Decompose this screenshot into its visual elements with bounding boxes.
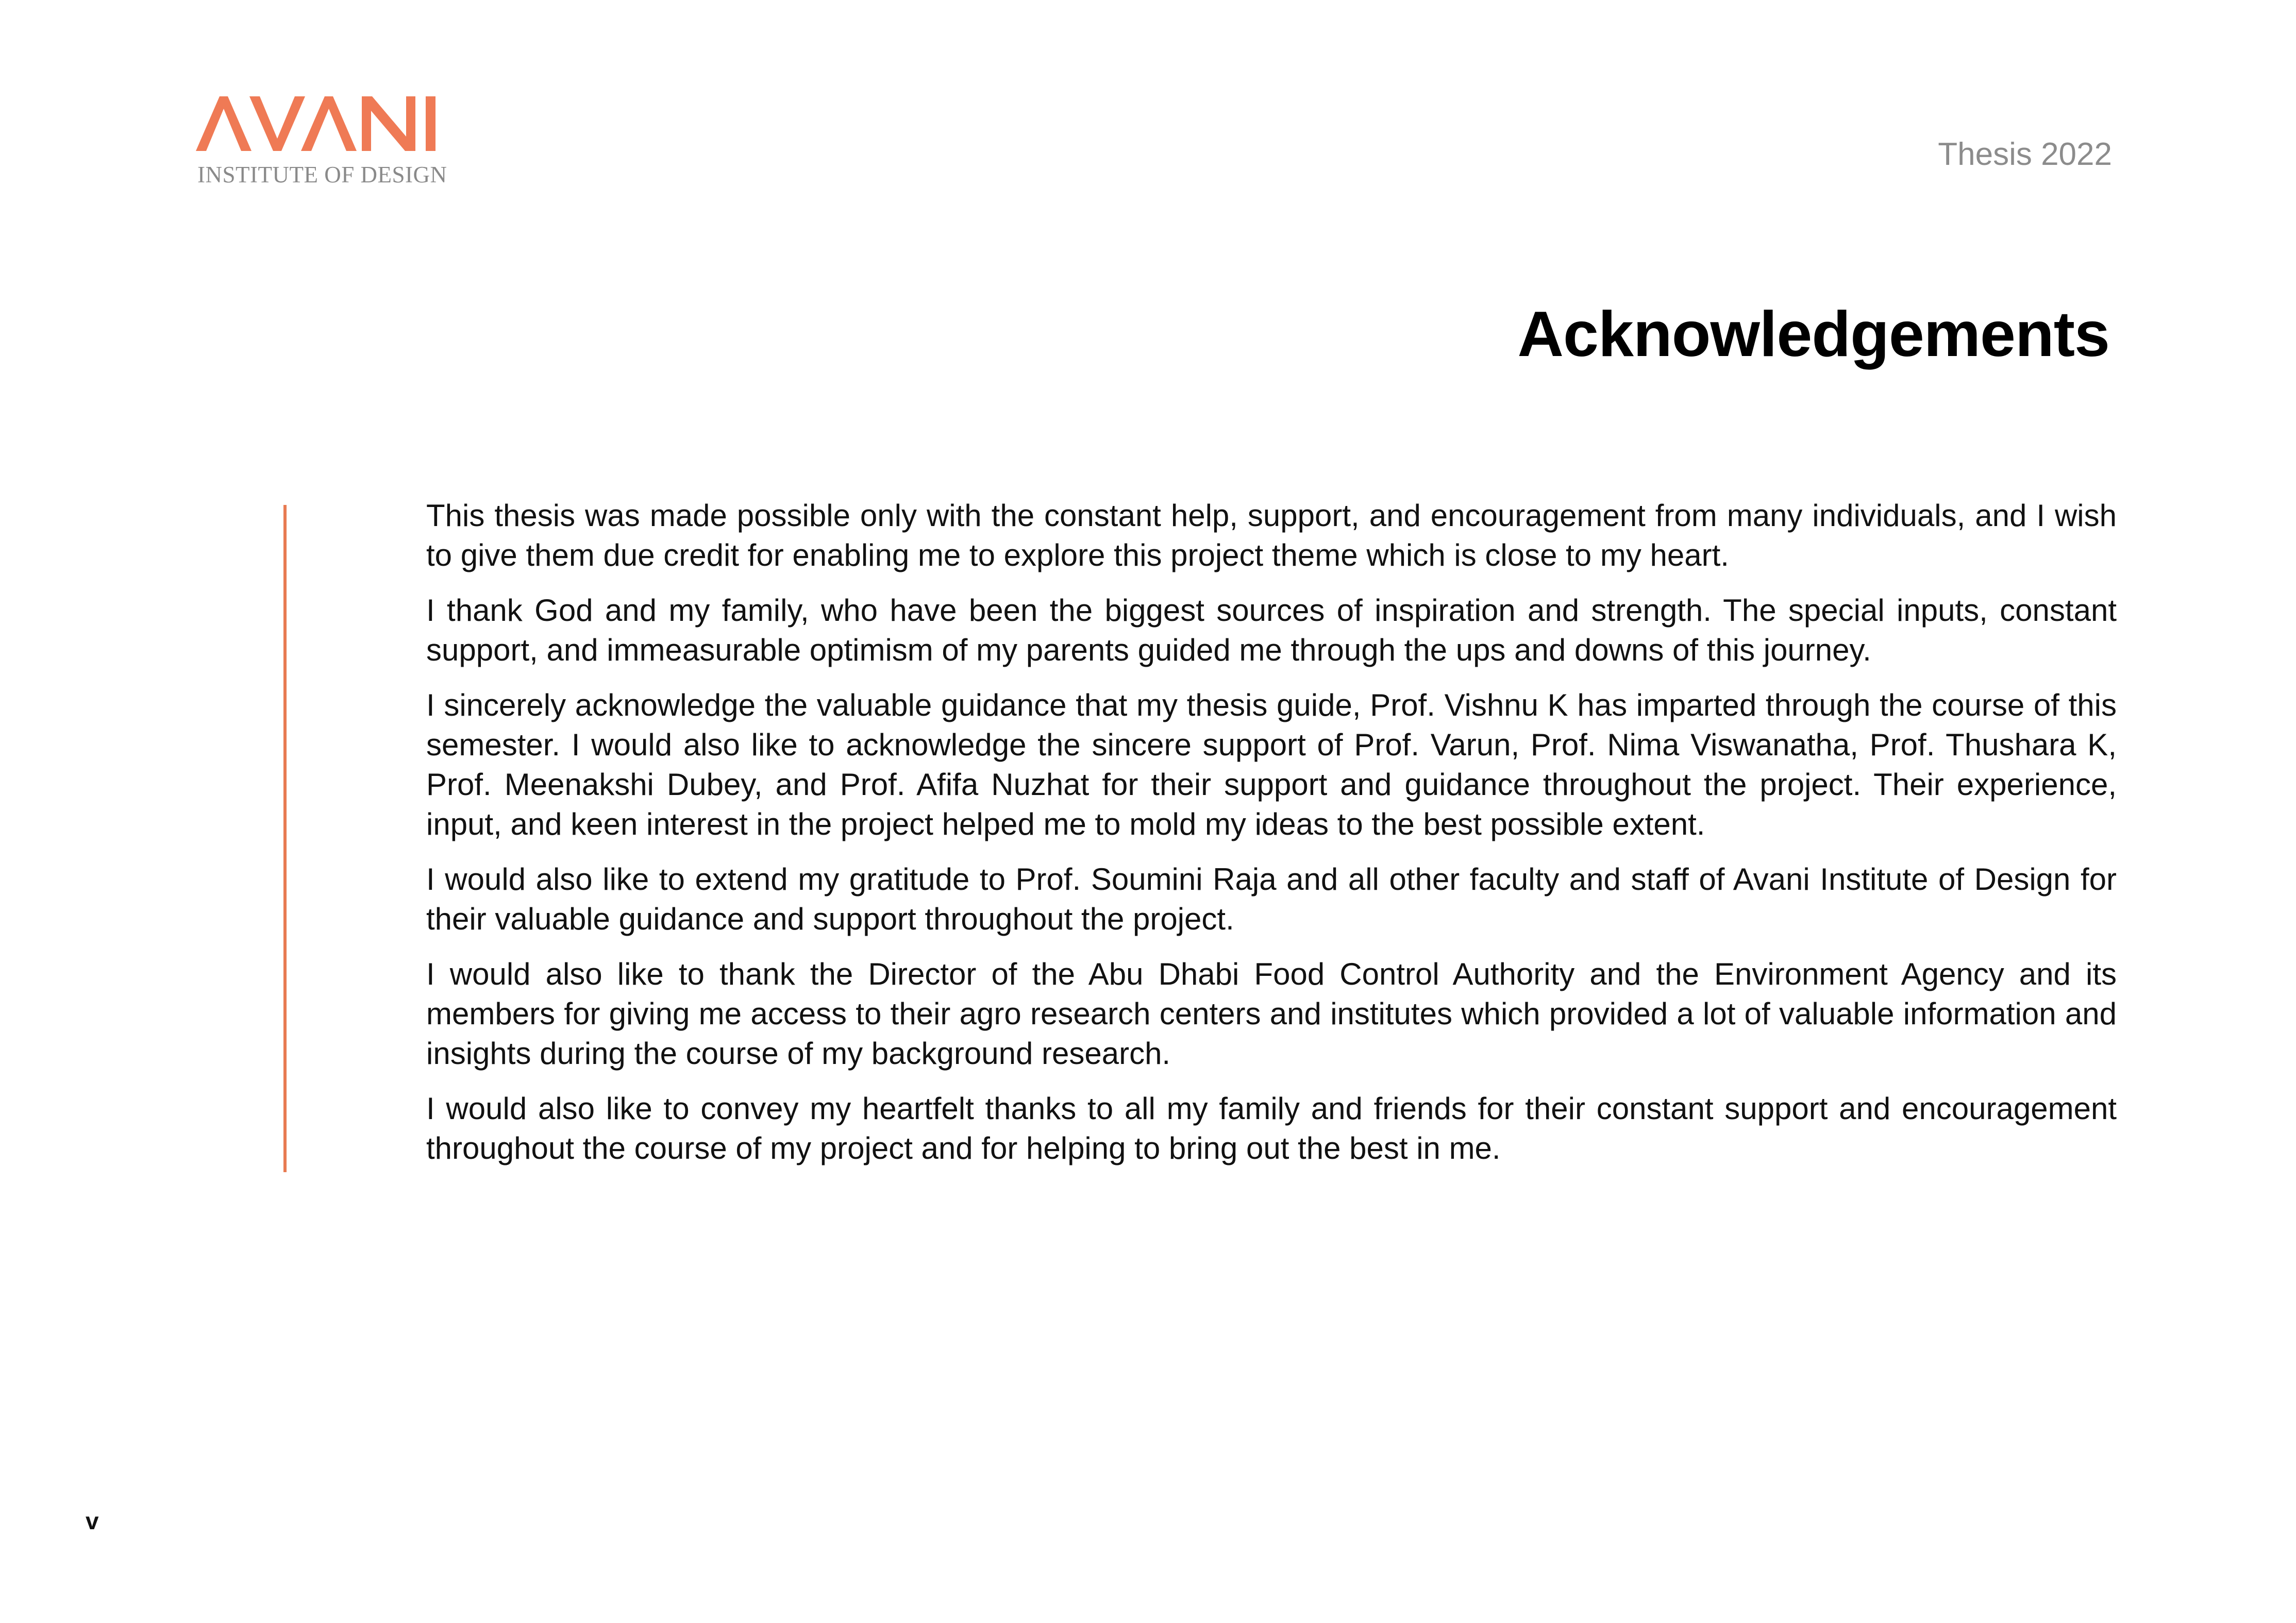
accent-divider [283, 505, 287, 1172]
paragraph-6: I would also like to convey my heartfelt thanks to all my family and friends for their constant support and encouragement throughout the course of my project and for helping to bring out the best in me. [426, 1091, 2117, 1165]
page-title: Acknowledgements [1517, 299, 2109, 370]
thesis-year-label: Thesis 2022 [1938, 137, 2112, 172]
paragraph-5: I would also like to thank the Director of the Abu Dhabi Food Control Authority and the Environment Agency and its members for giving me access to their agro research centers and institutes which provided a lot of valuable information and insights during the course of my background research. [426, 957, 2117, 1071]
paragraph-2: I thank God and my family, who have been the biggest sources of inspiration and strength. The special inputs, constant support, and immeasurable optimism of my parents guided me through the ups and downs of this journey. [426, 593, 2117, 667]
avani-logo-mark [196, 95, 438, 153]
acknowledgements-body [426, 496, 2117, 1184]
paragraph-3: I sincerely acknowledge the valuable guidance that my thesis guide, Prof. Vishnu K has imparted through the course of this semester. I would also like to acknowledge the sincere support of Prof. Varun, Prof. Nima Viswanatha, Prof. Thushara K, Prof. Meenakshi Dubey, and Prof. Afifa Nuzhat for their support and guidance throughout the project. Their experience, input, and keen interest in the project helped me to mold my ideas to the best possible extent. [426, 688, 2117, 841]
paragraph-1: This thesis was made possible only with the constant help, support, and encouragement from many individuals, and I wish to give them due credit for enabling me to explore this project theme which is close to my heart. [426, 498, 2117, 572]
avani-logo [196, 95, 447, 191]
paragraph-4: I would also like to extend my gratitude to Prof. Soumini Raja and all other faculty and staff of Avani Institute of Design for their valuable guidance and support throughout the project. [426, 862, 2117, 936]
page-number: v [86, 1508, 99, 1534]
logo-subtitle: INSTITUTE OF DESIGN [197, 162, 447, 188]
